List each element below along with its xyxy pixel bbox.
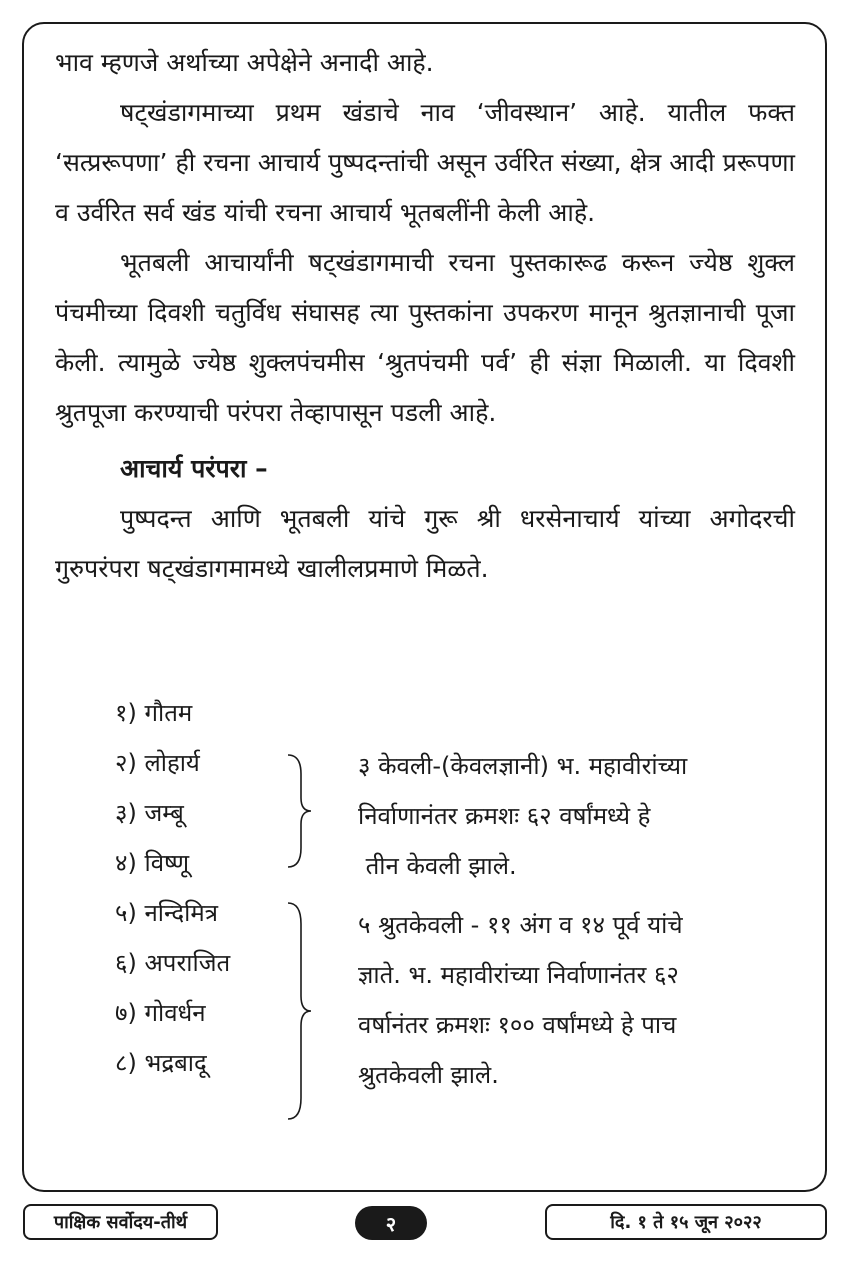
list-item: ५) नन्दिमित्र: [115, 899, 218, 927]
note-line: ३ केवली-(केवलज्ञानी) भ. महावीरांच्या: [358, 752, 688, 780]
brace-shrutkevali-icon: [285, 900, 315, 1122]
list-item: ७) गोवर्धन: [115, 999, 206, 1027]
publication-name: पाक्षिक सर्वोदय-तीर्थ: [23, 1204, 218, 1240]
list-item: ८) भद्रबादू: [115, 1049, 207, 1077]
list-item: २) लोहार्य: [115, 749, 200, 777]
acharya-list: [115, 688, 230, 1088]
note-line: निर्वाणानंतर क्रमशः ६२ वर्षांमध्ये हे: [358, 802, 651, 830]
article-body: [55, 38, 795, 594]
list-item: ४) विष्णू: [115, 849, 190, 877]
note-line: ज्ञाते. भ. महावीरांच्या निर्वाणानंतर ६२: [358, 961, 679, 989]
issue-date: दि. १ ते १५ जून २०२२: [545, 1204, 827, 1240]
list-item: ६) अपराजित: [115, 949, 231, 977]
note-line: वर्षानंतर क्रमशः १०० वर्षांमध्ये हे पाच: [358, 1011, 677, 1039]
shrutkevali-note: [358, 900, 683, 1100]
paragraph-4: पुष्पदन्त आणि भूतबली यांचे गुरू श्री धरसेनाचार्य यांच्या अगोदरची गुरुपरंपरा षट्खंडागमामध्ये खालीलप्रमाणे मिळते.: [55, 504, 795, 583]
kevali-note: [358, 741, 687, 891]
brace-kevali-icon: [285, 752, 315, 870]
paragraph-2: षट्खंडागमाच्या प्रथम खंडाचे नाव ‘जीवस्थान’ आहे. यातील फक्त ‘सत्प्ररूपणा’ ही रचना आचार्य पुष्पदन्तांची असून उर्वरित संख्या, क्षेत्र आदी प्ररूपणा व उर्वरित सर्व खंड यांची रचना आचार्य भूतबलींनी केली आहे.: [55, 98, 795, 227]
paragraph-3: भूतबली आचार्यांनी षट्खंडागमाची रचना पुस्तकारूढ करून ज्येष्ठ शुक्ल पंचमीच्या दिवशी चतुर्विध संघासह त्या पुस्तकांना उपकरण मानून श्रुतज्ञानाची पूजा केली. त्यामुळे ज्येष्ठ शुक्लपंचमीस ‘श्रुतपंचमी पर्व’ ही संज्ञा मिळाली. या दिवशी श्रुतपूजा करण्याची परंपरा तेव्हापासून पडली आहे.: [55, 248, 795, 427]
note-line: ५ श्रुतकेवली - ११ अंग व १४ पूर्व यांचे: [358, 911, 683, 939]
note-line: तीन केवली झाले.: [358, 852, 517, 880]
section-heading: आचार्य परंपरा –: [120, 454, 268, 483]
list-item: ३) जम्बू: [115, 799, 184, 827]
note-line: श्रुतकेवली झाले.: [358, 1061, 499, 1089]
paragraph-1: भाव म्हणजे अर्थाच्या अपेक्षेने अनादी आहे.: [55, 48, 434, 77]
list-item: १) गौतम: [115, 699, 193, 727]
page-number: २: [355, 1206, 427, 1240]
